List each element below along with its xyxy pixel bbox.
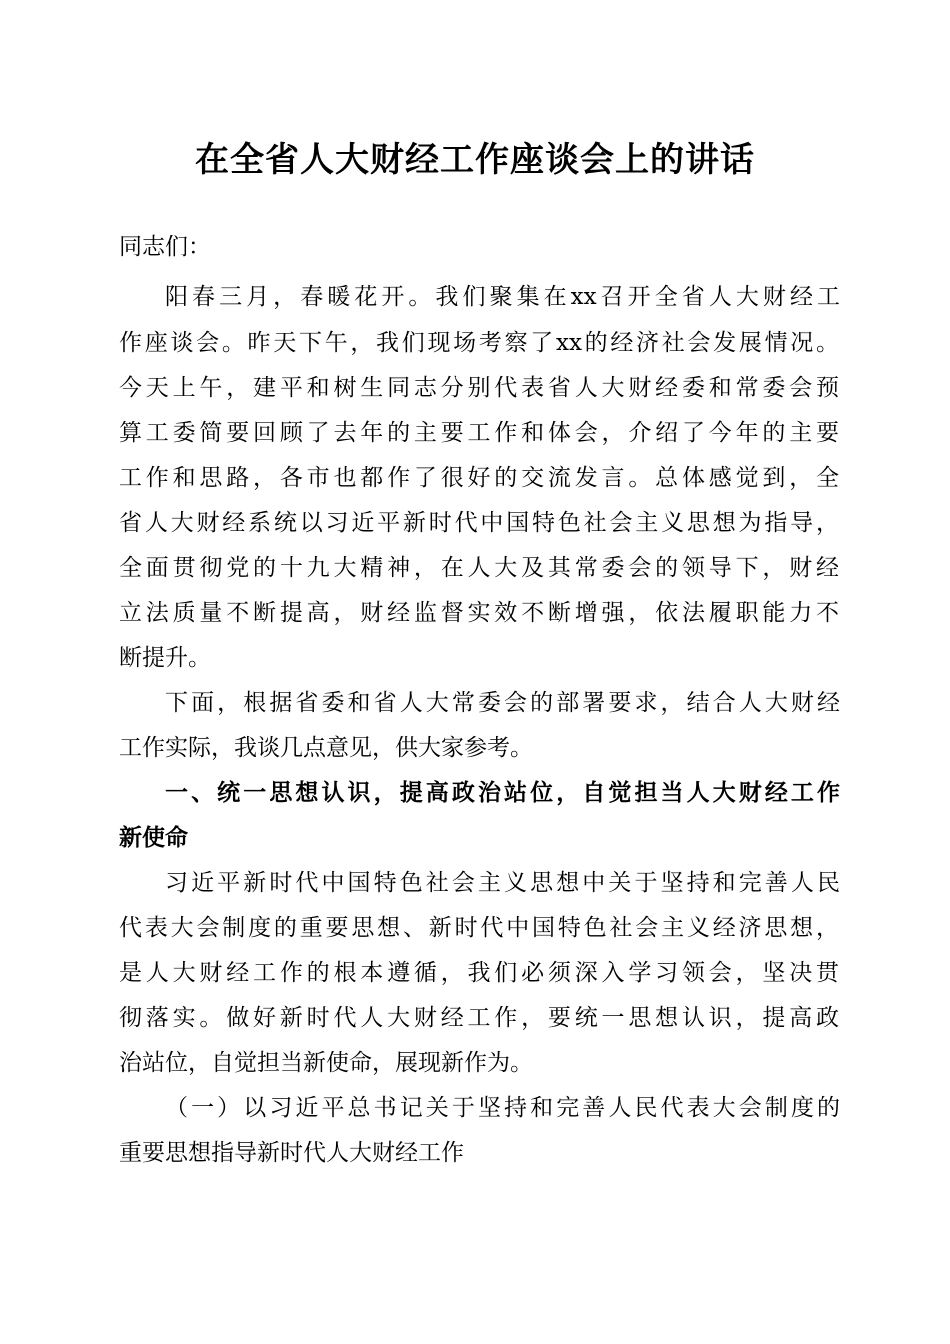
para1-line: 作座谈会。昨天下午，我们现场考察了xx的经济社会发展情况。 [119, 330, 839, 356]
para3-line: 代表大会制度的重要思想、新时代中国特色社会主义经济思想， [119, 915, 839, 941]
para2-line: 工作实际，我谈几点意见，供大家参考。 [119, 735, 533, 761]
para1-line: 省人大财经系统以习近平新时代中国特色社会主义思想为指导， [119, 510, 839, 536]
salutation: 同志们： [119, 234, 211, 260]
para3-line: 是人大财经工作的根本遵循，我们必须深入学习领会，坚决贯 [119, 960, 839, 986]
section-heading-line: 新使命 [119, 825, 188, 851]
subsection-heading-line: （一）以习近平总书记关于坚持和完善人民代表大会制度的 [165, 1095, 840, 1121]
para2-line: 下面，根据省委和省人大常委会的部署要求，结合人大财经 [165, 690, 840, 716]
para3-line: 治站位，自觉担当新使命，展现新作为。 [119, 1050, 533, 1076]
para1-line: 立法质量不断提高，财经监督实效不断增强，依法履职能力不 [119, 600, 839, 626]
para1-line: 阳春三月，春暖花开。我们聚集在xx召开全省人大财经工 [165, 284, 840, 310]
para3-line: 彻落实。做好新时代人大财经工作，要统一思想认识，提高政 [119, 1005, 839, 1031]
para1-line: 断提升。 [119, 645, 211, 671]
section-heading-line: 一、统一思想认识，提高政治站位，自觉担当人大财经工作 [165, 780, 840, 806]
para1-line: 全面贯彻党的十九大精神，在人大及其常委会的领导下，财经 [119, 555, 839, 581]
subsection-heading-line: 重要思想指导新时代人大财经工作 [119, 1140, 464, 1166]
para1-line: 今天上午，建平和树生同志分别代表省人大财经委和常委会预 [119, 375, 839, 401]
document-title: 在全省人大财经工作座谈会上的讲话 [195, 140, 755, 180]
para1-line: 算工委简要回顾了去年的主要工作和体会，介绍了今年的主要 [119, 420, 839, 446]
para3-line: 习近平新时代中国特色社会主义思想中关于坚持和完善人民 [165, 870, 840, 896]
para1-line: 工作和思路，各市也都作了很好的交流发言。总体感觉到，全 [119, 465, 839, 491]
